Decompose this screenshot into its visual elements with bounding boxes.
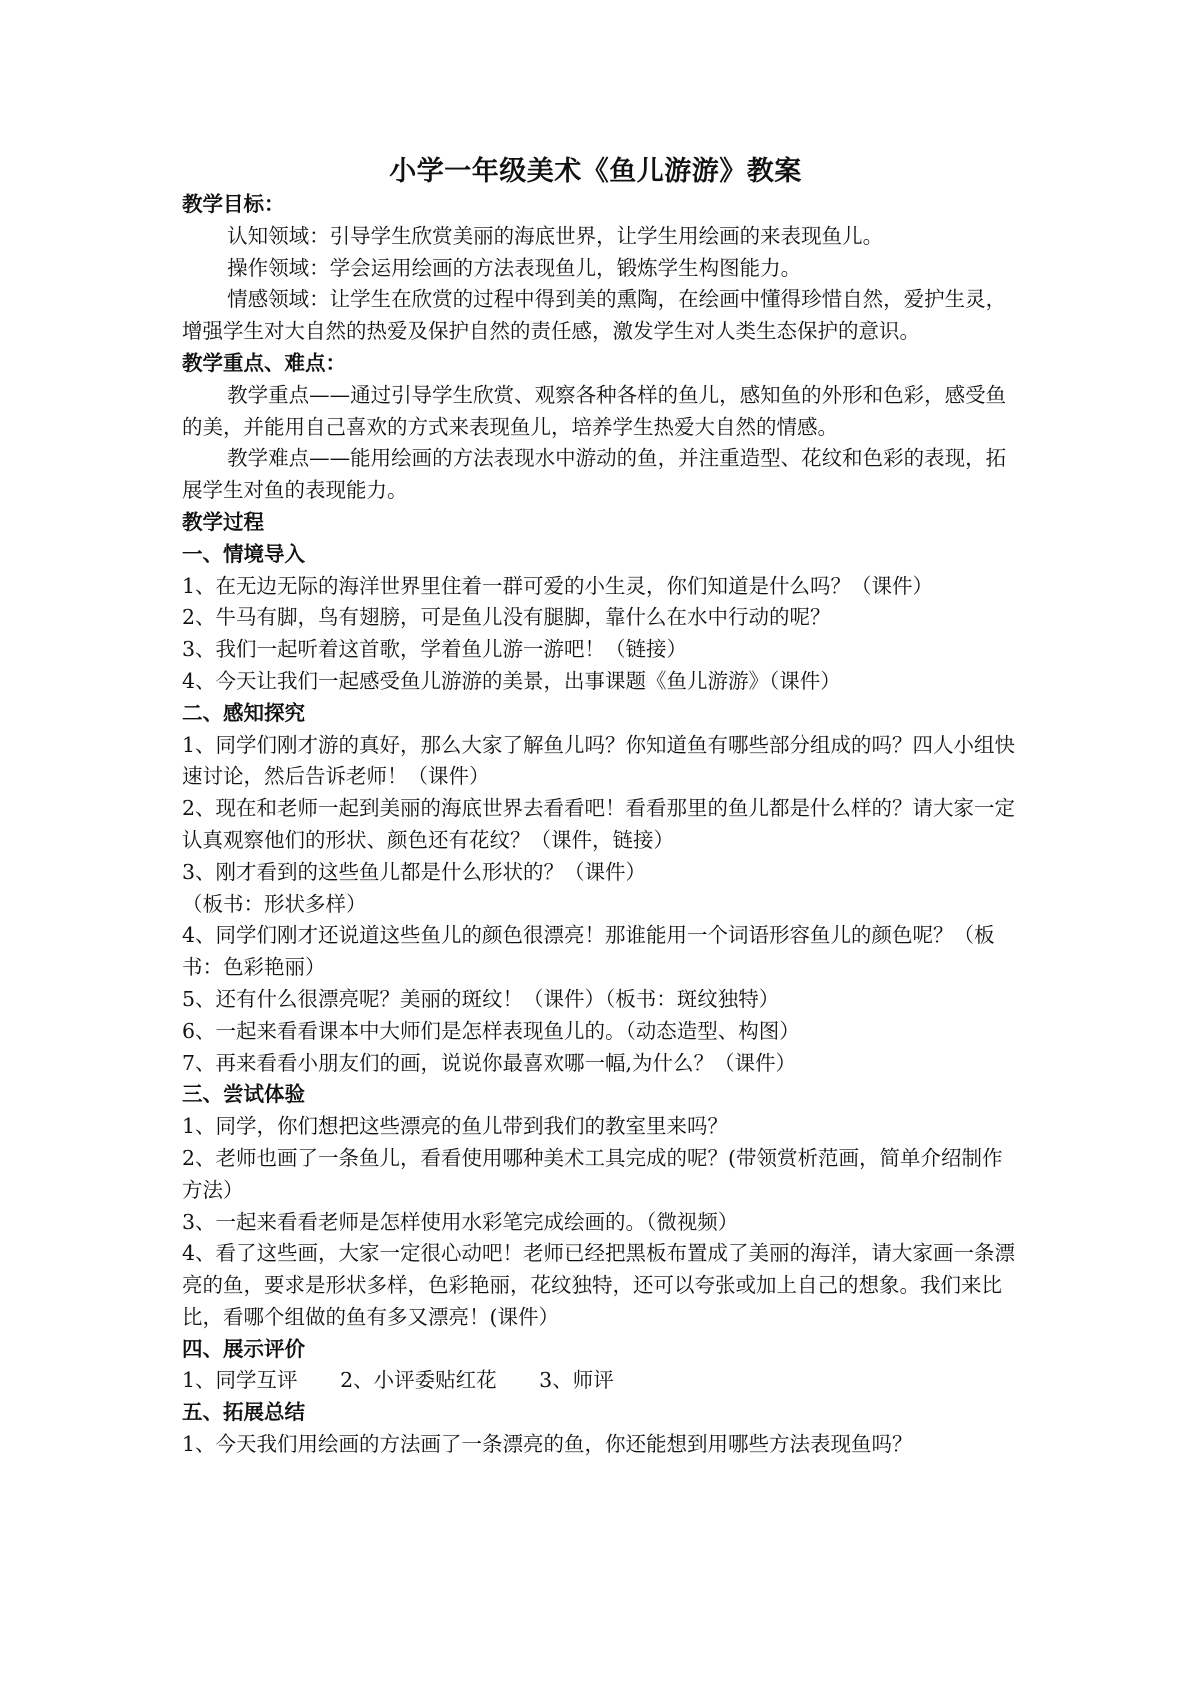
list-item: 3、刚才看到的这些鱼儿都是什么形状的？（课件）: [182, 859, 647, 884]
document-body: [182, 189, 1020, 1461]
objective-cognitive: 认知领域：引导学生欣赏美丽的海底世界，让学生用绘画的来表现鱼儿。: [227, 223, 884, 248]
section-heading: 二、感知探究: [182, 700, 305, 725]
list-item: 5、还有什么很漂亮呢？美丽的斑纹！（课件）（板书：斑纹独特）: [182, 986, 780, 1011]
list-item: 1、同学们刚才游的真好，那么大家了解鱼儿吗？你知道鱼有哪些部分组成的吗？四人小组快速讨论，然后告诉老师！（课件）: [182, 732, 1016, 789]
evaluation-line: [182, 1365, 1020, 1397]
evaluation-judges: 2、小评委贴红花: [340, 1368, 497, 1393]
list-item: 6、一起来看看课本中大师们是怎样表现鱼儿的。（动态造型、构图）: [182, 1018, 800, 1043]
evaluation-peer: 1、同学互评: [182, 1368, 298, 1393]
list-item: 1、同学，你们想把这些漂亮的鱼儿带到我们的教室里来吗？: [182, 1114, 729, 1139]
list-item: （板书：形状多样）: [182, 891, 367, 916]
key-points-heading: 教学重点、难点：: [182, 350, 346, 375]
list-item: 2、牛马有脚，鸟有翅膀，可是鱼儿没有腿脚，靠什么在水中行动的呢？: [182, 605, 831, 630]
evaluation-teacher: 3、师评: [539, 1368, 614, 1393]
list-item: 4、今天让我们一起感受鱼儿游游的美景，出事课题《鱼儿游游》（课件）: [182, 668, 841, 693]
objective-operation: 操作领域：学会运用绘画的方法表现鱼儿，锻炼学生构图能力。: [227, 255, 802, 280]
objectives-heading: 教学目标：: [182, 192, 285, 216]
objective-emotion: 情感领域：让学生在欣赏的过程中得到美的熏陶，在绘画中懂得珍惜自然，爱护生灵，增强学生对大自然的热爱及保护自然的责任感，激发学生对人类生态保护的意识。: [182, 287, 1007, 344]
list-item: 2、现在和老师一起到美丽的海底世界去看看吧！看看那里的鱼儿都是什么样的？请大家一定认真观察他们的形状、颜色还有花纹？（课件，链接）: [182, 796, 1016, 852]
document-title: 小学一年级美术《鱼儿游游》教案: [389, 156, 802, 187]
list-item: 4、同学们刚才还说道这些鱼儿的颜色很漂亮！那谁能用一个词语形容鱼儿的颜色呢？（板书：色彩艳丽）: [182, 923, 995, 980]
section-heading: 一、情境导入: [182, 541, 305, 566]
list-item: 4、看了这些画，大家一定很心动吧！老师已经把黑板布置成了美丽的海洋，请大家画一条漂亮的鱼，要求是形状多样，色彩艳丽，花纹独特，还可以夸张或加上自己的想象。我们来比比，看哪个组做的鱼有多又漂亮！(课件）: [182, 1241, 1016, 1329]
list-item: 1、今天我们用绘画的方法画了一条漂亮的鱼，你还能想到用哪些方法表现鱼吗？: [182, 1432, 913, 1457]
list-item: 3、一起来看看老师是怎样使用水彩笔完成绘画的。（微视频）: [182, 1209, 739, 1234]
section-heading: 四、展示评价: [182, 1336, 305, 1361]
section-heading: 三、尝试体验: [182, 1082, 305, 1107]
list-item: 2、老师也画了一条鱼儿，看看使用哪种美术工具完成的呢？(带领赏析范画，简单介绍制作方法）: [182, 1145, 1003, 1202]
section-heading: 五、拓展总结: [182, 1400, 305, 1425]
process-heading: 教学过程: [182, 509, 264, 534]
key-point-difficulty: 教学难点——能用绘画的方法表现水中游动的鱼，并注重造型、花纹和色彩的表现，拓展学生对鱼的表现能力。: [182, 446, 1007, 503]
key-point-focus: 教学重点——通过引导学生欣赏、观察各种各样的鱼儿，感知鱼的外形和色彩，感受鱼的美，并能用自己喜欢的方式来表现鱼儿，培养学生热爱大自然的情感。: [182, 382, 1007, 439]
list-item: 7、再来看看小朋友们的画，说说你最喜欢哪一幅,为什么？（课件）: [182, 1050, 797, 1075]
list-item: 1、在无边无际的海洋世界里住着一群可爱的小生灵，你们知道是什么吗？（课件）: [182, 573, 934, 598]
list-item: 3、我们一起听着这首歌，学着鱼儿游一游吧！（链接）: [182, 637, 688, 662]
